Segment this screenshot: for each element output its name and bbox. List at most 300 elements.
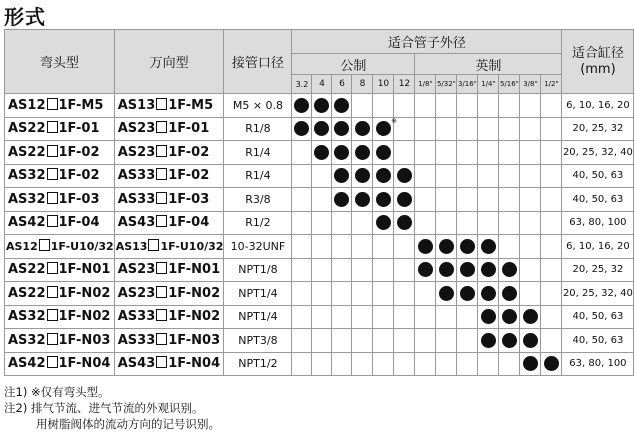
port-size: R3/8: [224, 188, 292, 212]
model-prefix: AS22: [8, 144, 46, 160]
model-suffix: 1F-N04: [58, 356, 111, 372]
model-prefix: AS33: [117, 191, 156, 207]
compat-cell: [499, 94, 520, 118]
header-inch: 英制: [415, 54, 562, 75]
compat-cell: [541, 282, 562, 306]
compat-cell: [457, 329, 478, 353]
compat-cell: [520, 211, 541, 235]
compat-cell: [520, 329, 541, 353]
port-size: NPT1/8: [224, 258, 292, 282]
table-row: [5, 305, 634, 329]
table-row: [5, 258, 634, 282]
model-suffix: 1F-N03: [58, 332, 111, 348]
compat-cell: [394, 305, 415, 329]
notes: [4, 384, 220, 432]
port-size: 10-32UNF: [224, 235, 292, 259]
universal-model: [114, 164, 224, 188]
model-prefix: AS33: [117, 332, 156, 348]
compat-cell: [373, 211, 394, 235]
compat-cell: [352, 258, 373, 282]
bore-sizes: 20, 25, 32: [562, 258, 634, 282]
blank-box-icon: [47, 356, 58, 368]
blank-box-icon: [156, 192, 167, 204]
compat-cell: [520, 141, 541, 165]
compat-cell: [394, 282, 415, 306]
compat-cell: [499, 211, 520, 235]
compat-cell: [292, 188, 312, 212]
filled-circle-icon: [355, 168, 370, 183]
model-prefix: AS32: [8, 168, 46, 184]
model-prefix: AS12: [8, 97, 46, 113]
compat-cell: [312, 141, 332, 165]
compat-cell: [478, 188, 499, 212]
compat-cell: [436, 141, 457, 165]
compat-cell: [415, 141, 436, 165]
filled-circle-icon: [355, 121, 370, 136]
header-bore: [562, 30, 634, 94]
compat-cell: [499, 164, 520, 188]
compat-cell: [292, 352, 312, 376]
compat-cell: [352, 117, 373, 141]
compat-cell: [520, 305, 541, 329]
universal-model: [114, 188, 224, 212]
compat-cell: [478, 141, 499, 165]
model-suffix: 1F-U10/32: [50, 240, 114, 254]
compat-cell: [415, 329, 436, 353]
compat-cell: [415, 352, 436, 376]
blank-box-icon: [47, 192, 58, 204]
model-suffix: 1F-01: [168, 121, 210, 137]
model-prefix: AS33: [117, 168, 156, 184]
compat-cell: [312, 164, 332, 188]
compat-cell: [373, 352, 394, 376]
compat-cell: [436, 352, 457, 376]
compat-cell: [499, 282, 520, 306]
filled-circle-icon: [439, 239, 454, 254]
compat-cell: [292, 117, 312, 141]
blank-box-icon: [47, 215, 58, 227]
size-metric: 12: [394, 75, 415, 94]
compat-cell: [312, 117, 332, 141]
blank-box-icon: [156, 168, 167, 180]
compat-cell: [373, 188, 394, 212]
blank-box-icon: [47, 168, 58, 180]
compat-cell: [541, 305, 562, 329]
compat-cell: [373, 94, 394, 118]
compat-cell: [436, 94, 457, 118]
compat-cell: [457, 164, 478, 188]
filled-circle-icon: [460, 239, 475, 254]
blank-box-icon: [156, 262, 167, 274]
model-suffix: 1F-M5: [168, 97, 214, 113]
compat-cell: [373, 329, 394, 353]
compat-cell: [332, 188, 352, 212]
compat-cell: [457, 352, 478, 376]
model-prefix: AS43: [117, 356, 156, 372]
compat-cell: [415, 282, 436, 306]
filled-circle-icon: [523, 309, 538, 324]
header-port: 接管口径: [224, 30, 292, 94]
compat-cell: [312, 329, 332, 353]
blank-box-icon: [47, 121, 58, 133]
compat-cell: [312, 188, 332, 212]
size-inch: 1/8": [415, 75, 436, 94]
filled-circle-icon: [314, 121, 329, 136]
table-row: [5, 164, 634, 188]
compat-cell: [312, 282, 332, 306]
bore-sizes: 40, 50, 63: [562, 164, 634, 188]
compat-cell: [478, 164, 499, 188]
blank-box-icon: [156, 215, 167, 227]
compat-cell: [457, 305, 478, 329]
compat-cell: [352, 188, 373, 212]
model-table: [4, 29, 634, 376]
model-suffix: 1F-N01: [58, 262, 111, 278]
filled-circle-icon: [460, 262, 475, 277]
compat-cell: [541, 211, 562, 235]
universal-model: [114, 352, 224, 376]
compat-cell: [436, 258, 457, 282]
bore-sizes: 6, 10, 16, 20: [562, 94, 634, 118]
model-prefix: AS22: [8, 285, 46, 301]
compat-cell: [394, 117, 415, 141]
bore-sizes: 40, 50, 63: [562, 329, 634, 353]
compat-cell: [436, 164, 457, 188]
size-inch: 3/16": [457, 75, 478, 94]
compat-cell: [292, 235, 312, 259]
model-prefix: AS32: [8, 332, 46, 348]
model-suffix: 1F-N02: [58, 285, 111, 301]
compat-cell: [394, 164, 415, 188]
compat-cell: [457, 94, 478, 118]
filled-circle-icon: [314, 98, 329, 113]
filled-circle-icon: [502, 262, 517, 277]
compat-cell: [541, 188, 562, 212]
compat-cell: [394, 352, 415, 376]
model-prefix: AS22: [8, 121, 46, 137]
filled-circle-icon: [481, 333, 496, 348]
bore-sizes: 20, 25, 32: [562, 117, 634, 141]
compat-cell: [352, 94, 373, 118]
blank-box-icon: [156, 333, 167, 345]
filled-circle-icon: [439, 262, 454, 277]
port-size: R1/8: [224, 117, 292, 141]
size-inch: 1/4": [478, 75, 499, 94]
compat-cell: [292, 305, 312, 329]
elbow-model: [5, 282, 115, 306]
compat-cell: [541, 258, 562, 282]
elbow-model: [5, 188, 115, 212]
model-prefix: AS23: [117, 285, 156, 301]
table-row: [5, 352, 634, 376]
model-prefix: AS12: [6, 240, 38, 254]
compat-cell: [394, 211, 415, 235]
compat-cell: [478, 329, 499, 353]
port-size: R1/4: [224, 164, 292, 188]
blank-box-icon: [156, 121, 167, 133]
compat-cell: [415, 235, 436, 259]
compat-cell: [312, 94, 332, 118]
compat-cell: [352, 235, 373, 259]
compat-cell: [352, 305, 373, 329]
filled-circle-icon: [294, 98, 309, 113]
compat-cell: [352, 282, 373, 306]
filled-circle-icon: [481, 262, 496, 277]
model-suffix: 1F-N01: [168, 262, 221, 278]
blank-box-icon: [47, 145, 58, 157]
filled-circle-icon: [334, 168, 349, 183]
filled-circle-icon: [481, 286, 496, 301]
bore-sizes: 63, 80, 100: [562, 352, 634, 376]
compat-cell: [436, 329, 457, 353]
filled-circle-icon: [439, 286, 454, 301]
compat-cell: [415, 258, 436, 282]
filled-circle-icon: [502, 286, 517, 301]
compat-cell: [541, 164, 562, 188]
compat-cell: [520, 282, 541, 306]
universal-model: [114, 141, 224, 165]
table-row: [5, 141, 634, 165]
universal-model: [114, 329, 224, 353]
model-prefix: AS22: [8, 262, 46, 278]
compat-cell: [312, 258, 332, 282]
size-inch: 5/16": [499, 75, 520, 94]
elbow-model: [5, 305, 115, 329]
header-bore-unit: (mm): [580, 61, 616, 77]
compat-cell: [520, 188, 541, 212]
compat-cell: [478, 258, 499, 282]
compat-cell: [436, 282, 457, 306]
compat-cell: [332, 282, 352, 306]
model-suffix: 1F-03: [58, 191, 100, 207]
note-1: 注1) ※仅有弯头型。: [4, 385, 110, 399]
table-row: [5, 117, 634, 141]
blank-box-icon: [148, 239, 159, 251]
filled-circle-icon: [418, 239, 433, 254]
blank-box-icon: [156, 286, 167, 298]
table-row: [5, 188, 634, 212]
bore-sizes: 20, 25, 32, 40: [562, 141, 634, 165]
compat-cell: [457, 141, 478, 165]
compat-cell: [436, 235, 457, 259]
size-metric: 6: [332, 75, 352, 94]
compat-cell: [394, 188, 415, 212]
compat-cell: [292, 141, 312, 165]
model-suffix: 1F-M5: [58, 97, 104, 113]
model-prefix: AS13: [115, 240, 148, 254]
compat-cell: [352, 352, 373, 376]
compat-cell: [436, 305, 457, 329]
size-metric: 4: [312, 75, 332, 94]
note-2-continued: 用树脂阀体的流动方向的记号识别。: [36, 417, 220, 431]
compat-cell: [332, 235, 352, 259]
compat-cell: [332, 94, 352, 118]
compat-cell: [499, 141, 520, 165]
bore-sizes: 20, 25, 32, 40: [562, 282, 634, 306]
model-suffix: 1F-02: [168, 144, 210, 160]
compat-cell: [478, 94, 499, 118]
blank-box-icon: [47, 262, 58, 274]
compat-cell: [373, 117, 397, 141]
port-size: NPT1/2: [224, 352, 292, 376]
universal-model: [114, 211, 224, 235]
filled-circle-icon: [460, 286, 475, 301]
table-row: [5, 211, 634, 235]
port-size: NPT3/8: [224, 329, 292, 353]
model-suffix: 1F-N02: [168, 285, 221, 301]
filled-circle-icon: [481, 239, 496, 254]
elbow-model: [5, 329, 115, 353]
port-size: R1/4: [224, 141, 292, 165]
filled-circle-icon: [376, 117, 397, 136]
filled-circle-icon: [334, 145, 349, 160]
compat-cell: [352, 141, 373, 165]
compat-cell: [394, 235, 415, 259]
compat-cell: [394, 258, 415, 282]
note-2: 注2) 排气节流、进气节流的外观识别。: [4, 401, 204, 415]
model-prefix: AS32: [8, 191, 46, 207]
compat-cell: [352, 329, 373, 353]
elbow-model: [5, 141, 115, 165]
compat-cell: [332, 141, 352, 165]
compat-cell: [312, 305, 332, 329]
compat-cell: [373, 305, 394, 329]
compat-cell: [499, 258, 520, 282]
compat-cell: [352, 211, 373, 235]
blank-box-icon: [47, 286, 58, 298]
compat-cell: [457, 211, 478, 235]
table-row: [5, 329, 634, 353]
compat-cell: [332, 258, 352, 282]
note-mark: ※: [391, 117, 397, 126]
size-metric: 3.2: [292, 75, 312, 94]
model-suffix: 1F-03: [168, 191, 210, 207]
compat-cell: [415, 164, 436, 188]
compat-cell: [499, 329, 520, 353]
compat-cell: [457, 282, 478, 306]
model-suffix: 1F-N02: [168, 309, 221, 325]
compat-cell: [457, 188, 478, 212]
filled-circle-icon: [523, 356, 538, 371]
compat-cell: [541, 329, 562, 353]
compat-cell: [332, 305, 352, 329]
compat-cell: [499, 117, 520, 141]
compat-cell: [373, 282, 394, 306]
bore-sizes: 6, 10, 16, 20: [562, 235, 634, 259]
compat-cell: [541, 94, 562, 118]
model-suffix: 1F-04: [168, 215, 210, 231]
model-suffix: 1F-U10/32: [160, 240, 224, 254]
compat-cell: [415, 211, 436, 235]
compat-cell: [478, 352, 499, 376]
port-size: M5 × 0.8: [224, 94, 292, 118]
table-row: [5, 282, 634, 306]
elbow-model: [5, 117, 115, 141]
size-inch: 1/2": [541, 75, 562, 94]
compat-cell: [312, 211, 332, 235]
compat-cell: [312, 352, 332, 376]
model-prefix: AS42: [8, 356, 46, 372]
compat-cell: [415, 188, 436, 212]
model-suffix: 1F-02: [58, 168, 100, 184]
size-metric: 8: [352, 75, 373, 94]
page-title: 形式: [4, 5, 46, 29]
universal-model: [114, 235, 224, 259]
compat-cell: [436, 211, 457, 235]
universal-model: [114, 305, 224, 329]
size-metric: 10: [373, 75, 394, 94]
compat-cell: [520, 352, 541, 376]
compat-cell: [520, 258, 541, 282]
compat-cell: [541, 117, 562, 141]
filled-circle-icon: [397, 215, 412, 230]
compat-cell: [520, 164, 541, 188]
model-suffix: 1F-N04: [168, 356, 221, 372]
compat-cell: [520, 94, 541, 118]
bore-sizes: 63, 80, 100: [562, 211, 634, 235]
blank-box-icon: [47, 309, 58, 321]
blank-box-icon: [156, 309, 167, 321]
blank-box-icon: [156, 98, 167, 110]
header-elbow: 弯头型: [5, 30, 115, 94]
compat-cell: [373, 235, 394, 259]
header-tube-od: 适合管子外径: [292, 30, 562, 54]
compat-cell: [415, 94, 436, 118]
filled-circle-icon: [523, 333, 538, 348]
filled-circle-icon: [544, 356, 559, 371]
filled-circle-icon: [334, 98, 349, 113]
compat-cell: [499, 305, 520, 329]
universal-model: [114, 282, 224, 306]
filled-circle-icon: [314, 145, 329, 160]
elbow-model: [5, 235, 115, 259]
compat-cell: [520, 235, 541, 259]
compat-cell: [478, 305, 499, 329]
elbow-model: [5, 94, 115, 118]
compat-cell: [352, 164, 373, 188]
compat-cell: [373, 258, 394, 282]
model-prefix: AS23: [117, 144, 156, 160]
compat-cell: [499, 352, 520, 376]
model-suffix: 1F-01: [58, 121, 100, 137]
compat-cell: [373, 141, 394, 165]
compat-cell: [394, 329, 415, 353]
model-prefix: AS43: [117, 215, 156, 231]
filled-circle-icon: [355, 192, 370, 207]
compat-cell: [541, 141, 562, 165]
compat-cell: [394, 141, 415, 165]
model-suffix: 1F-02: [168, 168, 210, 184]
elbow-model: [5, 211, 115, 235]
model-prefix: AS23: [117, 262, 156, 278]
compat-cell: [457, 235, 478, 259]
compat-cell: [478, 282, 499, 306]
compat-cell: [292, 94, 312, 118]
compat-cell: [415, 305, 436, 329]
elbow-model: [5, 258, 115, 282]
compat-cell: [478, 117, 499, 141]
header-metric: 公制: [292, 54, 415, 75]
compat-cell: [292, 282, 312, 306]
compat-cell: [520, 117, 541, 141]
filled-circle-icon: [502, 333, 517, 348]
port-size: R1/2: [224, 211, 292, 235]
compat-cell: [312, 235, 332, 259]
compat-cell: [499, 188, 520, 212]
header-universal: 万向型: [114, 30, 224, 94]
model-suffix: 1F-N02: [58, 309, 111, 325]
blank-box-icon: [156, 145, 167, 157]
